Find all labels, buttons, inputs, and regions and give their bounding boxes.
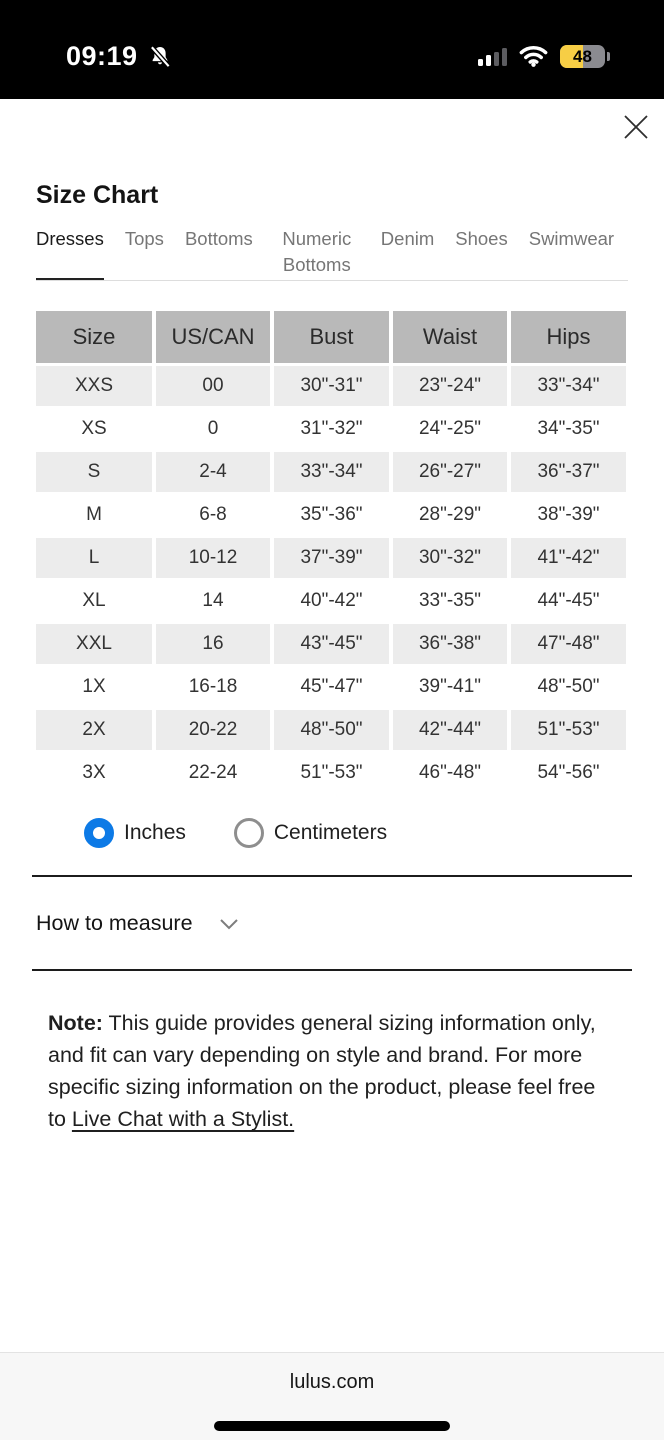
table-cell: 28"-29" [393, 495, 507, 535]
table-cell: 46"-48" [393, 753, 507, 793]
tab-dresses[interactable]: Dresses [36, 226, 104, 278]
table-cell: 35"-36" [274, 495, 389, 535]
table-cell: 36"-38" [393, 624, 507, 664]
table-cell: 51"-53" [274, 753, 389, 793]
table-cell: 2X [36, 710, 152, 750]
divider-bottom [32, 969, 632, 971]
chevron-down-icon [219, 918, 239, 930]
battery-icon [560, 45, 610, 68]
table-cell: M [36, 495, 152, 535]
table-cell: 44"-45" [511, 581, 626, 621]
table-cell: 30"-31" [274, 366, 389, 406]
table-cell: XXL [36, 624, 152, 664]
status-time: 09:19 [66, 41, 138, 71]
table-cell: XXS [36, 366, 152, 406]
table-cell: 23"-24" [393, 366, 507, 406]
table-cell: 1X [36, 667, 152, 707]
table-cell: 14 [156, 581, 270, 621]
table-cell: 22-24 [156, 753, 270, 793]
tab-shoes[interactable]: Shoes [455, 228, 508, 249]
battery-percent: 48 [573, 46, 592, 66]
tab-tops[interactable]: Tops [124, 228, 164, 249]
table-cell: 3X [36, 753, 152, 793]
table-header-cell: Bust [274, 311, 389, 363]
note-text [48, 1007, 614, 1135]
table-cell: 48"-50" [274, 710, 389, 750]
table-cell: L [36, 538, 152, 578]
table-cell: 00 [156, 366, 270, 406]
site-url[interactable]: lulus.com [289, 1371, 375, 1393]
radio-unselected-icon[interactable] [234, 818, 264, 848]
how-to-measure-label: How to measure [36, 911, 193, 935]
page-title: Size Chart [36, 181, 159, 209]
table-header-cell: Waist [393, 311, 507, 363]
table-header-cell: US/CAN [156, 311, 270, 363]
units-group [84, 818, 664, 848]
how-to-measure-toggle[interactable] [36, 877, 664, 969]
table-cell: 45"-47" [274, 667, 389, 707]
table-cell: 54"-56" [511, 753, 626, 793]
table-cell: S [36, 452, 152, 492]
tab-swimwear[interactable]: Swimwear [528, 228, 615, 249]
table-cell: 2-4 [156, 452, 270, 492]
note-body: This guide provides general sizing information only, and fit can vary depending on style and brand. For more specific sizing information on the product, please feel free to [48, 1011, 596, 1131]
table-cell: 6-8 [156, 495, 270, 535]
table-cell: 40"-42" [274, 581, 389, 621]
table-cell: 34"-35" [511, 409, 626, 449]
tabbar [36, 226, 628, 281]
tab-numeric-bottoms[interactable]: Numeric Bottoms [282, 228, 352, 275]
table-cell: 37"-39" [274, 538, 389, 578]
table-cell: 33"-34" [274, 452, 389, 492]
close-button[interactable] [622, 113, 650, 141]
table-cell: 43"-45" [274, 624, 389, 664]
table-cell: 48"-50" [511, 667, 626, 707]
table-cell: 38"-39" [511, 495, 626, 535]
table-cell: 51"-53" [511, 710, 626, 750]
table-cell: 16-18 [156, 667, 270, 707]
table-cell: 0 [156, 409, 270, 449]
note-prefix: Note: [48, 1011, 103, 1035]
cellular-signal-icon [478, 48, 507, 66]
table-header-cell: Size [36, 311, 152, 363]
unit-option-inches[interactable] [84, 818, 186, 848]
table-cell: XL [36, 581, 152, 621]
table-cell: 20-22 [156, 710, 270, 750]
table-cell: 41"-42" [511, 538, 626, 578]
browser-footer [0, 1352, 664, 1440]
table-cell: 10-12 [156, 538, 270, 578]
radio-selected-icon[interactable] [84, 818, 114, 848]
table-header-cell: Hips [511, 311, 626, 363]
unit-option-centimeters[interactable] [234, 818, 387, 848]
table-cell: 33"-35" [393, 581, 507, 621]
home-indicator[interactable] [214, 1421, 450, 1431]
table-cell: 30"-32" [393, 538, 507, 578]
unit-option-label: Centimeters [273, 821, 388, 844]
table-cell: 31"-32" [274, 409, 389, 449]
tab-denim[interactable]: Denim [380, 228, 435, 249]
notifications-muted-icon [147, 44, 173, 70]
table-cell: 42"-44" [393, 710, 507, 750]
close-icon [623, 114, 649, 140]
table-cell: XS [36, 409, 152, 449]
table-cell: 26"-27" [393, 452, 507, 492]
table-cell: 36"-37" [511, 452, 626, 492]
table-cell: 16 [156, 624, 270, 664]
table-cell: 47"-48" [511, 624, 626, 664]
table-cell: 39"-41" [393, 667, 507, 707]
tab-bottoms[interactable]: Bottoms [184, 228, 253, 249]
status-bar [0, 0, 664, 99]
wifi-icon [519, 46, 548, 67]
size-chart-table [36, 311, 628, 793]
unit-option-label: Inches [124, 821, 186, 844]
table-cell: 24"-25" [393, 409, 507, 449]
live-chat-link[interactable]: Live Chat with a Stylist. [71, 1107, 295, 1131]
table-cell: 33"-34" [511, 366, 626, 406]
